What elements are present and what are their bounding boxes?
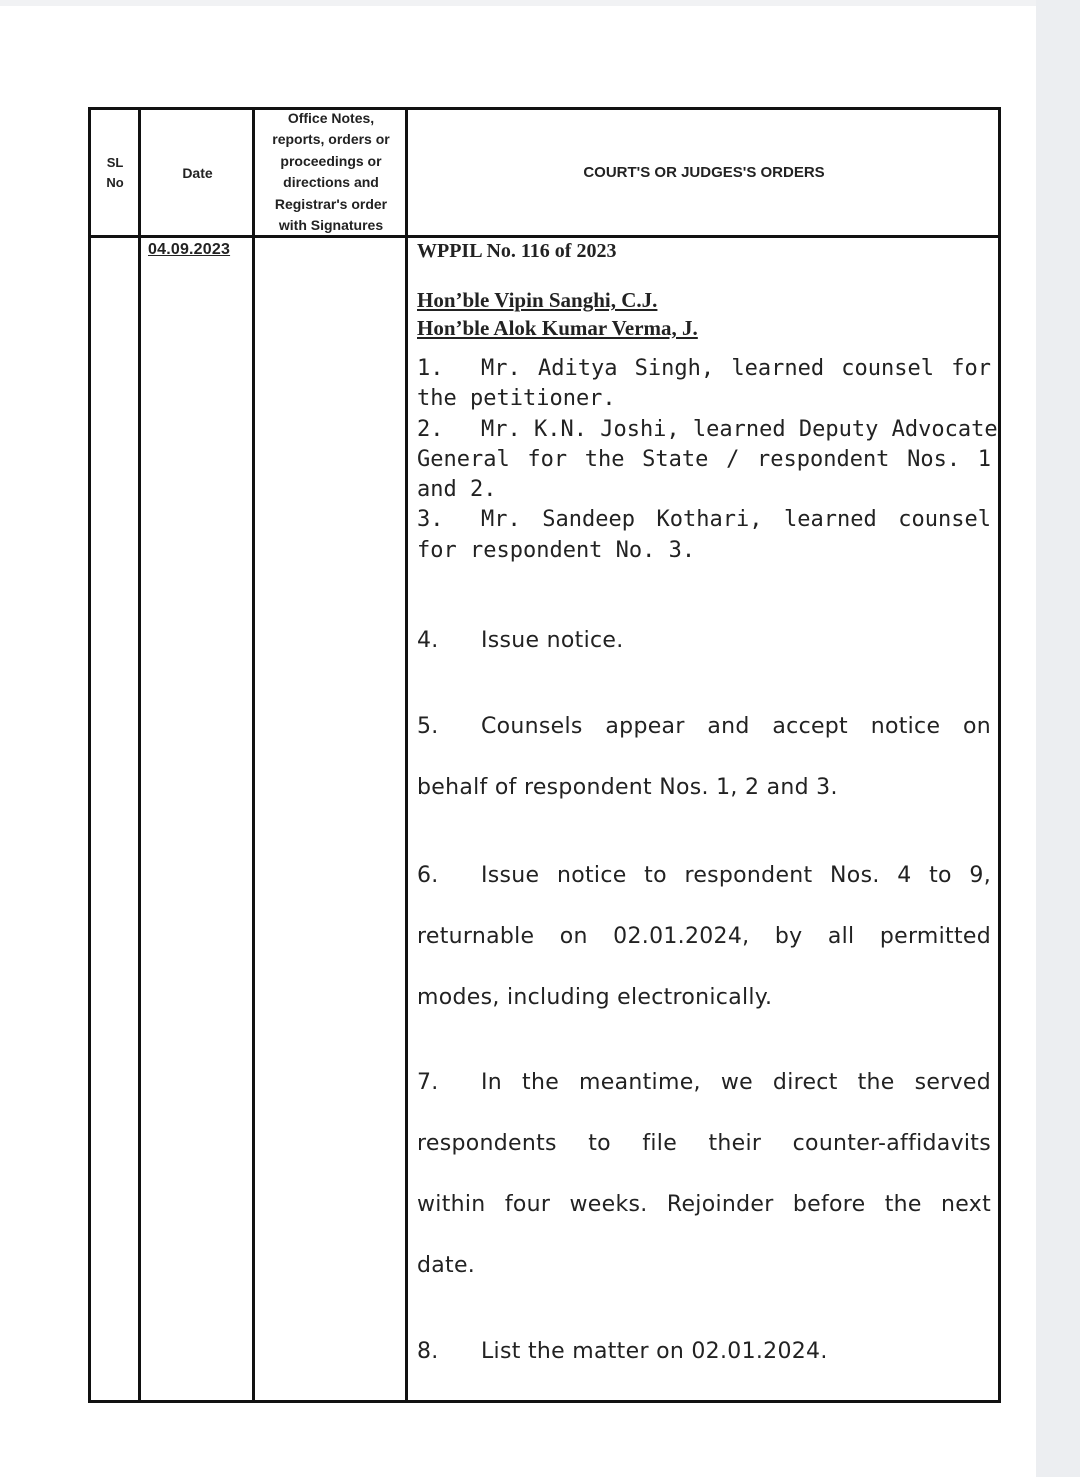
paragraph-5-line-2: behalf of respondent Nos. 1, 2 and 3. (417, 775, 838, 800)
bench-judge-1: Hon’ble Vipin Sanghi, C.J. (417, 288, 658, 312)
paragraph-6-line-1: 6. Issue notice to respondent Nos. 4 to 9, (417, 863, 991, 888)
paragraph-1-line-2: the petitioner. (417, 386, 616, 412)
header-orders: COURT'S OR JUDGES'S ORDERS (583, 164, 825, 181)
paragraph-7-line-3: within four weeks. Rejoinder before the next (417, 1192, 991, 1217)
bench-judge-2: Hon’ble Alok Kumar Verma, J. (417, 316, 698, 340)
paragraph-7 (417, 1068, 991, 1312)
column-divider-sl (138, 107, 141, 1403)
paragraph-3-line-2: for respondent No. 3. (417, 537, 696, 563)
appearance-block (417, 354, 998, 566)
header-sl-no: SL No (106, 154, 124, 190)
paragraph-4 (417, 626, 991, 687)
paragraph-2-line-1: 2. Mr. K.N. Joshi, learned Deputy Advocate (417, 416, 998, 442)
header-office-notes: Office Notes, reports, orders or proceedings or directions and Registrar's order with Signatures (272, 109, 390, 233)
header-divider (88, 235, 1001, 238)
paragraph-6 (417, 861, 991, 1044)
paragraph-2-line-2: General for the State / respondent Nos. 1 (417, 446, 991, 472)
column-divider-office (405, 107, 408, 1403)
paragraph-2-line-3: and 2. (417, 477, 497, 503)
paragraph-3-line-1: 3. Mr. Sandeep Kothari, learned counsel (417, 507, 991, 533)
paragraph-6-line-3: modes, including electronically. (417, 985, 773, 1010)
paragraph-1-line-1: 1. Mr. Aditya Singh, learned counsel for (417, 356, 991, 381)
paragraph-8-line-1: 8. List the matter on 02.01.2024. (417, 1339, 828, 1364)
paragraph-7-line-4: date. (417, 1253, 476, 1278)
paragraph-7-line-2: respondents to file their counter-affidavits (417, 1131, 991, 1156)
header-date: Date (182, 164, 213, 181)
scroll-margin (1036, 0, 1080, 1477)
paragraph-8 (417, 1337, 991, 1398)
paragraph-7-line-1: 7. In the meantime, we direct the served (417, 1070, 991, 1095)
paragraph-4-line-1: 4. Issue notice. (417, 628, 624, 653)
case-number: WPPIL No. 116 of 2023 (417, 240, 617, 262)
paragraph-5 (417, 712, 991, 834)
paragraph-6-line-2: returnable on 02.01.2024, by all permitted (417, 924, 991, 949)
paragraph-5-line-1: 5. Counsels appear and accept notice on (417, 714, 991, 739)
column-divider-date (252, 107, 255, 1403)
order-date: 04.09.2023 (148, 241, 231, 258)
